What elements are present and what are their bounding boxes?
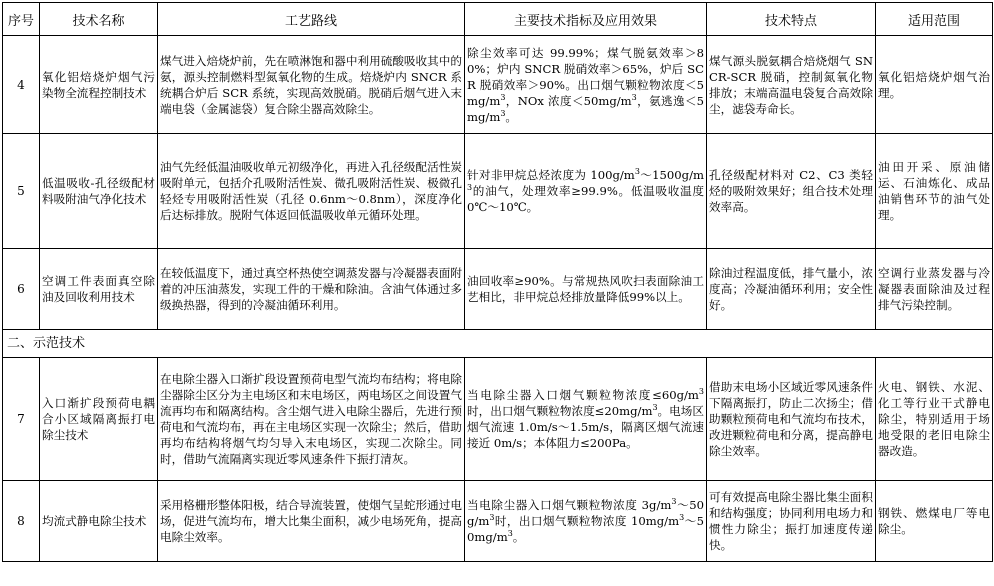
cell-scope: 氧化铝焙烧炉烟气治理。 bbox=[876, 36, 993, 134]
cell-name: 入口渐扩段预荷电耦合小区域隔离振打电除尘技术 bbox=[40, 358, 158, 481]
cell-features: 借助末电场小区域近零风速条件下隔离振打，防止二次扬尘；借助颗粒预荷电和气流均布技术，改进颗粒荷电和分离，提高静电除尘效率。 bbox=[707, 358, 876, 481]
table-row bbox=[3, 358, 993, 481]
cell-indicators: 油回收率≥90%。与常规热风吹扫表面除油工艺相比，非甲烷总烃排放量降低99%以上。 bbox=[465, 249, 707, 330]
cell-features: 孔径级配材料对 C2、C3 类轻烃的吸附效果好；组合技术处理效率高。 bbox=[707, 134, 876, 249]
header-seq: 序号 bbox=[3, 3, 40, 36]
cell-scope: 钢铁、燃煤电厂等电除尘。 bbox=[876, 481, 993, 562]
header-scope: 适用范围 bbox=[876, 3, 993, 36]
cell-features: 煤气源头脱氨耦合焙烧烟气 SNCR-SCR 脱硝，控制氮氧化物排放；末端高温电袋复合高效除尘，滤袋寿命长。 bbox=[707, 36, 876, 134]
cell-seq: 5 bbox=[3, 134, 40, 249]
cell-indicators: 针对非甲烷总烃浓度为 $100g/m^3\sim 1500g/m^3$的油气，处理效率≥99.9%。低温吸收温度0℃～10℃。 bbox=[465, 134, 707, 249]
table-row bbox=[3, 481, 993, 562]
cell-route: 在较低温度下，通过真空杯热使空调蒸发器与冷凝器表面附着的冲压油蒸发，实现工件的干燥和除油。含油气体通过多级换热器，得到的冷凝油循环利用。 bbox=[158, 249, 465, 330]
cell-seq: 8 bbox=[3, 481, 40, 562]
technology-table bbox=[2, 2, 993, 562]
section-title: 二、示范技术 bbox=[3, 330, 993, 358]
cell-name: 氧化铝焙烧炉烟气污染物全流程控制技术 bbox=[40, 36, 158, 134]
table-row bbox=[3, 36, 993, 134]
cell-scope: 空调行业蒸发器与冷凝器表面除油及过程排气污染控制。 bbox=[876, 249, 993, 330]
cell-name: 空调工件表面真空除油及回收利用技术 bbox=[40, 249, 158, 330]
header-row bbox=[3, 3, 993, 36]
header-features: 技术特点 bbox=[707, 3, 876, 36]
cell-seq: 6 bbox=[3, 249, 40, 330]
cell-route: 采用格栅形整体阳极，结合导流装置，使烟气呈蛇形通过电场，促进气流均布，增大比集尘面积，减少电场死角，提高电除尘效率。 bbox=[158, 481, 465, 562]
cell-indicators: 当电除尘器入口烟气颗粒物浓度$\le 60g/m^3$ 时，出口烟气颗粒物浓度$\le 20mg/m^3$。电场区烟气流速 1.0m/s～1.5m/s，隔离区烟气流速接近 0m/s；本体阻力≤200Pa。 bbox=[465, 358, 707, 481]
table-row bbox=[3, 249, 993, 330]
cell-name: 均流式静电除尘技术 bbox=[40, 481, 158, 562]
cell-seq: 7 bbox=[3, 358, 40, 481]
section-row bbox=[3, 330, 993, 358]
header-route: 工艺路线 bbox=[158, 3, 465, 36]
cell-indicators: 除尘效率可达 99.99%；煤气脱氨效率＞80%；炉内 SNCR 脱硝效率＞65%，炉后 SCR 脱硝效率＞90%。出口烟气颗粒物浓度$<5mg/m^3$，NOx 浓度$<50mg/m^3$，氨逃逸$<5mg/m^3$。 bbox=[465, 36, 707, 134]
header-indicators: 主要技术指标及应用效果 bbox=[465, 3, 707, 36]
cell-name: 低温吸收-孔径级配材料吸附油气净化技术 bbox=[40, 134, 158, 249]
table-row bbox=[3, 134, 993, 249]
cell-route: 油气先经低温油吸收单元初级净化，再进入孔径级配活性炭吸附单元，包括介孔吸附活性炭、微孔吸附活性炭、极微孔轻烃专用吸附活性炭（孔径 0.6nm～0.8nm），深度净化后达标排放。脱附气体返回低温吸收单元循环处理。 bbox=[158, 134, 465, 249]
header-name: 技术名称 bbox=[40, 3, 158, 36]
cell-indicators: 当电除尘器入口烟气颗粒物浓度 $3g/m^3\sim 50g/m^3$时，出口烟气颗粒物浓度 $10mg/m^3\sim 50mg/m^3$。 bbox=[465, 481, 707, 562]
cell-route: 煤气进入焙烧炉前，先在喷淋饱和器中利用硫酸吸收其中的氨，源头控制燃料型氮氧化物的生成。焙烧炉内 SNCR 系统耦合炉后 SCR 系统，实现高效脱硝。脱硝后烟气进入末端电袋（金属滤袋）复合除尘器高效除尘。 bbox=[158, 36, 465, 134]
cell-scope: 火电、钢铁、水泥、化工等行业干式静电除尘，特别适用于场地受限的老旧电除尘器改造。 bbox=[876, 358, 993, 481]
cell-route: 在电除尘器入口渐扩段设置预荷电型气流均布结构；将电除尘器除尘区分为主电场区和末电场区，两电场区之间设置气流再均布和隔离结构。含尘烟气进入电除尘器后，先进行预荷电和气流均布，再在主电场区实现一次除尘；然后，借助再均布结构将烟气均匀导入末电场区，实现二次除尘。同时，借助气流隔离实现近零风速条件下振打清灰。 bbox=[158, 358, 465, 481]
cell-features: 除油过程温度低，排气量小，浓度高；冷凝油循环利用；安全性好。 bbox=[707, 249, 876, 330]
cell-scope: 油田开采、原油储运、石油炼化、成品油销售环节的油气处理。 bbox=[876, 134, 993, 249]
cell-seq: 4 bbox=[3, 36, 40, 134]
cell-features: 可有效提高电除尘器比集尘面积和结构强度；协同利用电场力和惯性力除尘；振打加速度传递快。 bbox=[707, 481, 876, 562]
